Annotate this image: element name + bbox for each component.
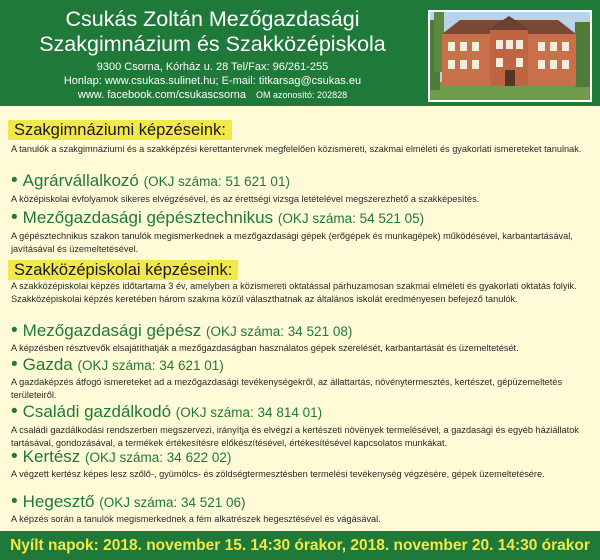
okj-number: (OKJ száma: 34 622 02) — [85, 450, 232, 465]
program-desc-agrarvallalkozo: A középiskolai évfolyamok sikeres elvégzésével, és az érettségi vizsga letételével megszerezhető a szakképesítés. — [11, 194, 480, 204]
program-csaladi-gazdalkodo: • Családi gazdálkodó (OKJ száma: 34 814 01) — [11, 401, 323, 422]
program-agrarvallalkozo: • Agrárvállalkozó (OKJ száma: 51 621 01) — [11, 170, 290, 191]
bullet-icon: • — [11, 207, 18, 228]
section-intro-szakkozepiskola: A szakközépiskolai képzés időtartama 3 év, amelyben a közismereti oktatással párhuzamosan szakmai elméleti és gyakorlati oktatás folyik. Szakközépiskolai képzés keretében három szakma közül választhatnak az általános iskolát eredményesen befejező tanulók. — [11, 281, 577, 304]
okj-number: (OKJ száma: 34 621 01) — [77, 358, 224, 373]
bullet-icon: • — [11, 170, 18, 191]
program-desc-gepesztechnikus: A gépésztechnikus szakon tanulók megismerkednek a mezőgazdasági gépek (erőgépek és munkagépek) működésével, karbantartásával, javításával és üzemeltetésével. — [11, 231, 573, 254]
section-heading-szakgimnazium: Szakgimnáziumi képzéseink: — [8, 120, 232, 140]
okj-number: (OKJ száma: 51 621 01) — [143, 174, 290, 189]
okj-number: (OKJ száma: 34 521 06) — [99, 495, 246, 510]
header-banner — [0, 0, 600, 106]
program-gazda: • Gazda (OKJ száma: 34 621 01) — [11, 354, 224, 375]
bullet-icon: • — [11, 320, 18, 341]
program-hegeszto: • Hegesztő (OKJ száma: 34 521 06) — [11, 491, 246, 512]
bullet-icon: • — [11, 491, 18, 512]
school-title-line-1: Csukás Zoltán Mezőgazdasági — [65, 7, 360, 31]
okj-number: (OKJ száma: 34 521 08) — [206, 324, 353, 339]
program-desc-gepesz: A képzésben résztvevők elsajátíthatják a mezőgazdaságban használatos gépek szerelését, karbantartását és üzemeltetését. — [11, 343, 519, 353]
open-days-banner: Nyílt napok: 2018. november 15. 14:30 órakor, 2018. november 20. 14:30 órakor — [0, 531, 600, 560]
school-building-photo — [428, 10, 592, 102]
address-phone: 9300 Csorna, Kórház u. 28 Tel/Fax: 96/261-255 — [96, 61, 329, 73]
content-area — [0, 106, 600, 531]
om-id: OM azonosító: 202828 — [256, 90, 348, 100]
section-intro-szakgimnazium: A tanulók a szakgimnáziumi és a szakképzési kerettantervnek megfelelően közismereti, szakmai elméleti és gyakorlati ismereteket tanulnak. — [11, 144, 582, 154]
website-email: Honlap: www.csukas.sulinet.hu; E-mail: titkarsag@csukas.eu — [63, 75, 362, 87]
program-desc-csaladi-gazdalkodo: A családi gazdálkodási rendszerben megszervezi, irányítja és elvégzi a kertészeti növények termelésével, a gazdasági és egyéb háziállatok tartásával, gondozásával, a termékek értékesítésre előkészítésével, értékesítésével kapcsolatos munkákat. — [11, 425, 579, 448]
school-building-image — [430, 12, 590, 100]
facebook-link[interactable]: www. facebook.com/csukascsorna — [77, 89, 247, 101]
program-kertesz: • Kertész (OKJ száma: 34 622 02) — [11, 446, 232, 467]
okj-number: (OKJ száma: 34 814 01) — [175, 405, 323, 420]
program-desc-gazda: A gazdaképzés átfogó ismereteket ad a mezőgazdasági tevékenységekről, az állattartás, növénytermesztés, kertészet, gépüzemeltetés területeiről. — [11, 377, 563, 400]
okj-number: (OKJ száma: 54 521 05) — [277, 211, 425, 226]
program-mezogazdasagi-gepesz: • Mezőgazdasági gépész (OKJ száma: 34 521 08) — [11, 320, 353, 341]
bullet-icon: • — [11, 401, 18, 422]
program-desc-kertesz: A végzett kertész képes lesz szőlő-, gyümölcs- és zöldségtermesztésben termelési tevékenység végzésére, gépek üzemeltetésére. — [11, 469, 545, 479]
school-title-line-2: Szakgimnázium és Szakközépiskola — [39, 32, 386, 56]
bullet-icon: • — [11, 354, 18, 375]
section-heading-szakkozepiskola: Szakközépiskolai képzéseink: — [8, 260, 238, 280]
program-desc-hegeszto: A képzés során a tanulók megismerkednek a fém alkatrészek hegesztésével és vágásával. — [11, 514, 381, 524]
program-mezogazdasagi-gepesztechnikus: • Mezőgazdasági gépésztechnikus (OKJ száma: 54 521 05) — [11, 207, 425, 228]
facebook-om-line — [0, 88, 425, 102]
bullet-icon: • — [11, 446, 18, 467]
